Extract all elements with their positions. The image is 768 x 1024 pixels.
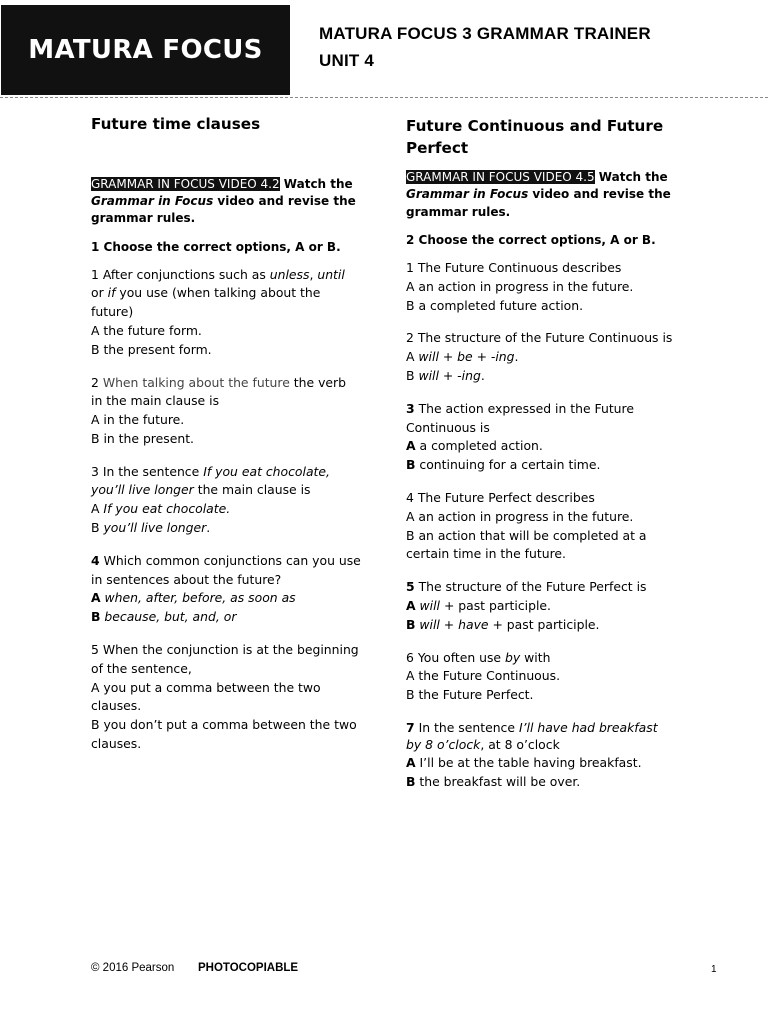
option-b: B a completed future action. xyxy=(406,297,584,313)
text: A xyxy=(406,597,416,613)
text: 5 xyxy=(406,579,415,595)
logo-text: MATURA FOCUS xyxy=(28,35,263,65)
intro-text: video and revise the grammar rules. xyxy=(406,187,671,219)
option-a xyxy=(406,597,676,616)
text: If you eat chocolate, you’ll live longer xyxy=(91,463,330,498)
page-title xyxy=(319,20,651,74)
text: Which common conjunctions can you use in sentences about the future? xyxy=(91,552,361,587)
header-divider xyxy=(0,97,768,98)
option-a: A an action in progress in the future. xyxy=(406,508,634,524)
option-a xyxy=(91,589,361,608)
text: The action expressed in the Future Continuous is xyxy=(406,400,634,435)
text: have xyxy=(458,616,489,632)
text: 3 In the sentence xyxy=(91,463,204,479)
title-line-1: MATURA FOCUS 3 GRAMMAR TRAINER xyxy=(319,24,651,43)
option-b xyxy=(406,616,676,635)
option-a xyxy=(406,754,676,773)
page-number: 1 xyxy=(711,964,717,975)
text: The structure of the Future Perfect is xyxy=(414,579,647,595)
text: the verb in the main clause is xyxy=(91,374,346,409)
text: continuing for a certain time. xyxy=(415,457,601,473)
text: 7 xyxy=(406,719,415,735)
question-text xyxy=(91,374,361,412)
text: will xyxy=(415,616,440,632)
text: . xyxy=(206,520,211,536)
video-tag: GRAMMAR IN FOCUS VIDEO 4.2 xyxy=(91,176,280,191)
text: B xyxy=(406,773,416,789)
option-a: A the future form. xyxy=(91,322,202,338)
question-text xyxy=(91,266,361,322)
text: when, after, before, as soon as xyxy=(100,590,296,606)
question-5 xyxy=(91,641,361,754)
text: 6 You often use xyxy=(406,649,505,665)
left-instruction: 1 Choose the correct options, A or B. xyxy=(91,239,341,254)
question-text: 4 The Future Perfect describes xyxy=(406,489,595,505)
option-a: A an action in progress in the future. xyxy=(406,278,634,294)
left-heading: Future time clauses xyxy=(91,115,261,133)
option-a xyxy=(406,437,676,456)
question-4 xyxy=(406,489,676,564)
text: A xyxy=(91,590,101,606)
text: the breakfast will be over. xyxy=(415,773,581,789)
option-b xyxy=(406,456,676,475)
text: I’ll have had breakfast by 8 o’clock xyxy=(406,719,658,753)
intro-italic: Grammar in Focus xyxy=(91,193,214,208)
text: B xyxy=(406,368,419,383)
text: 2 xyxy=(91,374,103,390)
option-b: B the present form. xyxy=(91,341,212,357)
text: with xyxy=(520,649,551,665)
text: When talking about the future xyxy=(102,374,290,390)
text: will + -ing xyxy=(418,368,481,383)
text: B xyxy=(91,520,104,536)
text: A xyxy=(406,754,416,770)
question-6 xyxy=(406,649,676,705)
option-b: B you don’t put a comma between the two clauses. xyxy=(91,717,357,752)
question-text: 2 The structure of the Future Continuous is xyxy=(406,330,673,346)
question-text xyxy=(406,400,676,438)
right-instruction: 2 Choose the correct options, A or B. xyxy=(406,233,656,248)
question-text xyxy=(406,649,676,668)
text: by xyxy=(505,649,521,665)
text: the main clause is xyxy=(193,482,311,498)
intro-italic: Grammar in Focus xyxy=(406,187,529,202)
text: , at 8 o’clock xyxy=(480,737,560,753)
text: will + be + -ing xyxy=(418,349,515,365)
text: B xyxy=(406,616,416,632)
left-column xyxy=(91,114,361,754)
text: A xyxy=(406,349,419,365)
text: + past participle. xyxy=(488,616,600,632)
text: 4 xyxy=(91,552,100,568)
option-a: A you put a comma between the two clauses. xyxy=(91,679,321,714)
text: if xyxy=(107,285,116,301)
text: until xyxy=(317,266,345,282)
right-heading: Future Continuous and Future Perfect xyxy=(406,117,664,157)
intro-text: Watch the xyxy=(279,176,353,191)
text: . xyxy=(480,368,485,383)
question-3 xyxy=(406,400,676,475)
question-text: 1 The Future Continuous describes xyxy=(406,260,622,276)
question-text xyxy=(91,463,361,501)
text: or xyxy=(91,285,108,301)
logo xyxy=(1,5,290,95)
option-a xyxy=(406,348,676,367)
intro-text: video and revise the grammar rules. xyxy=(91,193,356,226)
question-text xyxy=(91,552,361,590)
question-2 xyxy=(91,374,361,449)
question-2 xyxy=(406,329,676,385)
text: A xyxy=(91,501,104,517)
text: a completed action. xyxy=(415,438,543,454)
question-1 xyxy=(91,266,361,360)
question-7 xyxy=(406,719,676,792)
text: B xyxy=(91,609,101,625)
text: + xyxy=(439,616,459,632)
text: . xyxy=(514,349,519,365)
video-tag: GRAMMAR IN FOCUS VIDEO 4.5 xyxy=(406,170,595,184)
question-1 xyxy=(406,259,676,315)
option-b xyxy=(91,608,361,627)
title-line-2: UNIT 4 xyxy=(319,51,375,70)
option-b: B in the present. xyxy=(91,430,194,446)
text: If you eat chocolate. xyxy=(103,501,231,517)
option-b: B an action that will be completed at a certain time in the future. xyxy=(406,527,647,562)
option-a: A in the future. xyxy=(91,412,185,428)
text: you use (when talking about the future) xyxy=(91,285,321,320)
text: In the sentence xyxy=(414,719,519,735)
text: I’ll be at the table having breakfast. xyxy=(415,754,642,770)
option-b xyxy=(406,367,676,386)
text: B xyxy=(406,457,416,473)
option-b xyxy=(91,519,361,538)
right-intro xyxy=(406,169,676,221)
text: , xyxy=(309,266,318,282)
question-3 xyxy=(91,463,361,538)
text: A xyxy=(406,438,416,454)
option-a: A the Future Continuous. xyxy=(406,668,561,684)
left-intro xyxy=(91,176,361,228)
photocopiable-label: PHOTOCOPIABLE xyxy=(198,962,299,974)
option-b: B the Future Perfect. xyxy=(406,687,534,703)
text: will xyxy=(415,597,440,613)
question-text xyxy=(406,578,676,597)
text: you’ll live longer xyxy=(103,520,207,536)
question-5 xyxy=(406,578,676,634)
text: 1 After conjunctions such as xyxy=(91,266,270,282)
text: unless xyxy=(269,266,310,282)
text: + past participle. xyxy=(440,597,551,613)
text: 3 xyxy=(406,400,415,416)
question-text: 5 When the conjunction is at the beginning of the sentence, xyxy=(91,642,359,676)
text: because, but, and, or xyxy=(100,609,237,625)
option-b xyxy=(406,773,676,792)
option-a xyxy=(91,500,361,519)
right-column xyxy=(406,116,676,792)
question-4 xyxy=(91,552,361,627)
copyright: © 2016 Pearson xyxy=(91,962,175,974)
question-text xyxy=(406,719,676,754)
intro-text: Watch the xyxy=(594,170,668,184)
